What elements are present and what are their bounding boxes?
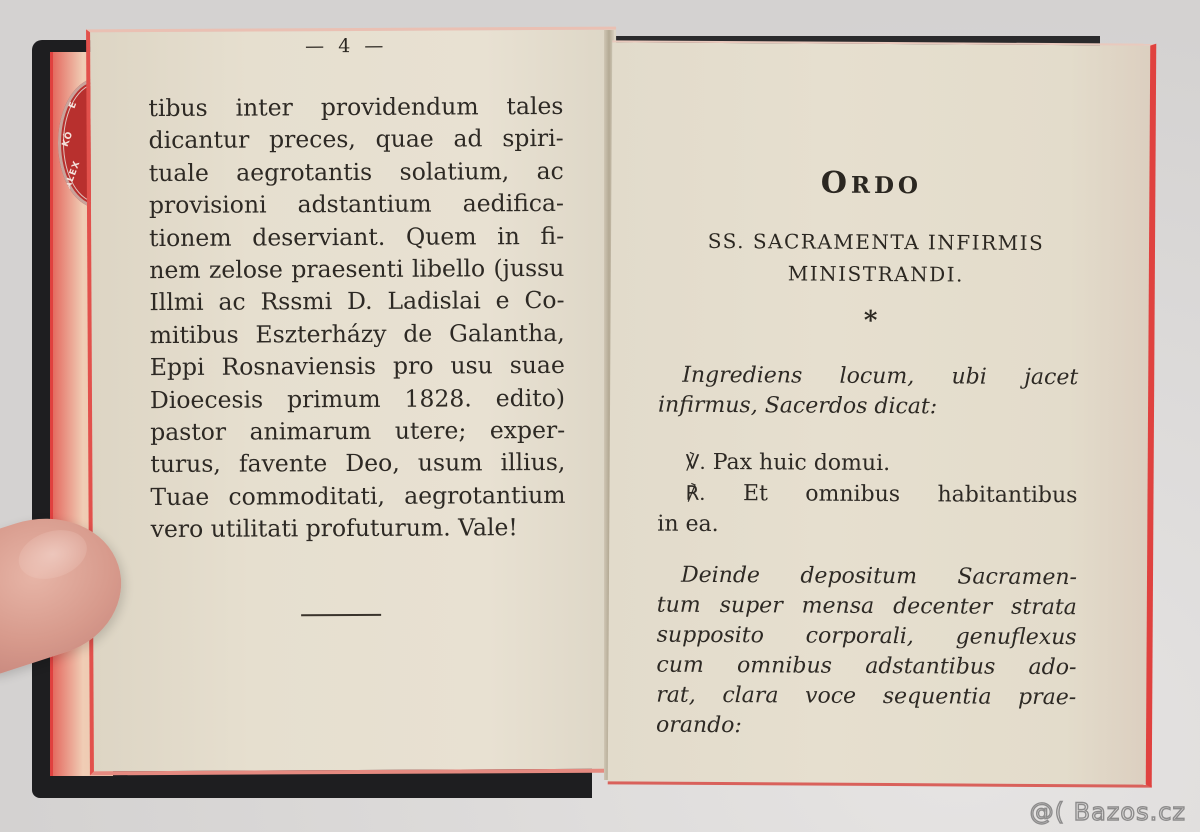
watermark: @( Bazos.cz: [1029, 798, 1186, 826]
rubric-line: supposito corporali, genuflexus: [656, 622, 1077, 651]
end-rule-divider: [301, 614, 381, 616]
text-line: Tuae commoditati, aegrotantium: [150, 480, 566, 511]
response-line-2: in ea.: [657, 511, 719, 538]
response-symbol: ℟.: [685, 480, 706, 505]
left-page-text: [148, 90, 565, 546]
response-line: [657, 478, 1077, 512]
rubric-line: rat, clara voce sequentia prae-: [656, 682, 1077, 711]
thumb-highlight: [12, 522, 93, 587]
text-line: pastor animarum utere; exper-: [150, 415, 566, 447]
text-line: Illmi ac Rssmi D. Ladislai e Co-: [149, 286, 565, 317]
versicle-response: [657, 447, 1078, 543]
asterisk-ornament: *: [863, 305, 878, 336]
chapter-title: [611, 164, 1131, 202]
rubric-line: orando:: [656, 712, 742, 739]
text-line: tuale aegrotantis solatium, ac: [148, 156, 564, 187]
versicle-line: [658, 447, 1078, 481]
versicle-symbol: ℣.: [685, 449, 706, 474]
text-line: provisioni adstantium aedifica-: [148, 189, 565, 220]
right-page: [608, 40, 1157, 787]
text-line: Dioecesis primum 1828. edito): [149, 383, 566, 414]
stamp-text-2: KÖ: [60, 129, 76, 149]
stamp-text-3: ALEX: [63, 159, 83, 191]
text-line: turus, favente Deo, usum illius,: [150, 448, 566, 479]
rubric-line: tum super mensa decenter strata: [656, 592, 1077, 621]
subtitle-line-2: MINISTRANDI.: [787, 261, 964, 287]
title-initial: O: [820, 165, 852, 201]
rubric-line: cum omnibus adstantibus ado-: [656, 652, 1077, 681]
title-rest: RDO: [850, 171, 923, 200]
rubric-deposit: [656, 561, 1077, 744]
text-line: mitibus Eszterházy de Galantha,: [149, 318, 565, 349]
rubric-line: Ingrediens locum, ubi jacet: [682, 362, 1079, 391]
text-line: nem zelose praesenti libello (jussu: [149, 253, 565, 285]
response-text: Et omnibus habitantibus: [742, 481, 1078, 509]
page-number: — 4 —: [305, 34, 388, 58]
text-line: vero utilitati profuturum. Vale!: [150, 513, 518, 544]
left-page: [86, 27, 620, 776]
rubric-line: infirmus, Sacerdos dicat:: [657, 392, 938, 420]
text-line: dicantur preces, quae ad spiri-: [148, 124, 564, 155]
text-line: tionem deserviant. Quem in fi-: [149, 221, 565, 252]
versicle-text: Pax huic domui.: [712, 449, 891, 477]
stamp-text-1: E: [67, 99, 80, 111]
rubric-line: Deinde depositum Sacramen-: [680, 562, 1078, 591]
text-line: tibus inter providendum tales: [148, 91, 564, 123]
subtitle-line-1: SS. SACRAMENTA INFIRMIS: [707, 228, 1045, 255]
text-line: Eppi Rosnaviensis pro usu suae: [149, 351, 565, 382]
rubric-entering: [658, 361, 1078, 424]
